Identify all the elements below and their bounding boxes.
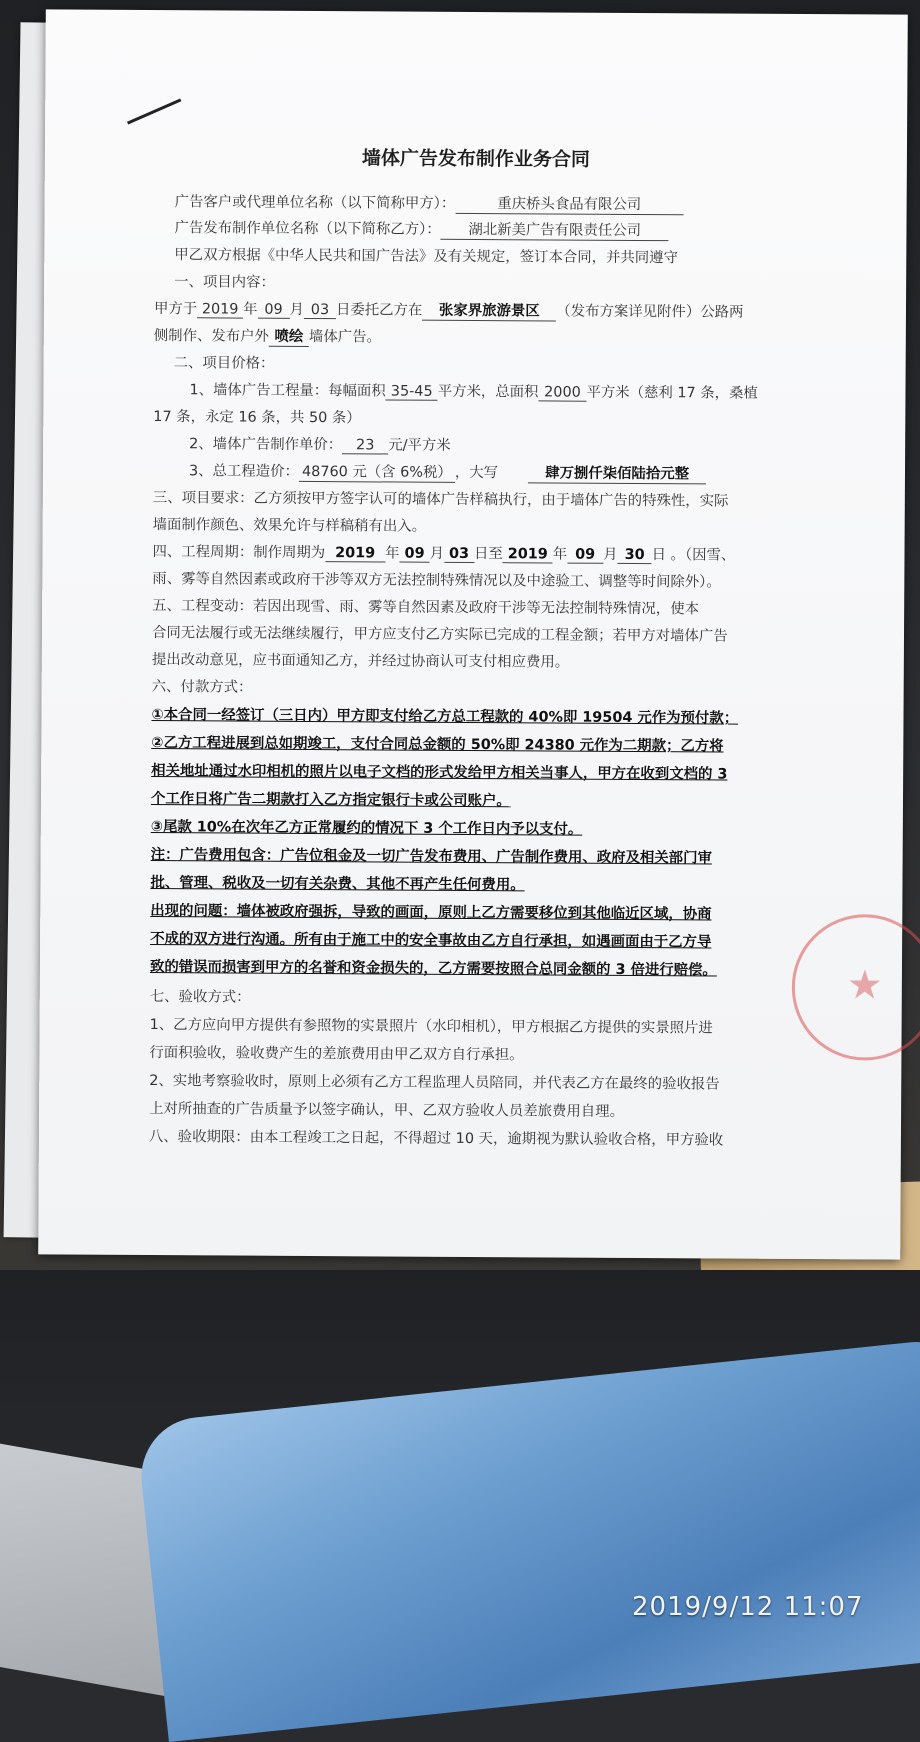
period-start-year: 2019 [325,545,385,562]
issue-line-1: 出现的问题：墙体被政府强拆，导致的画面，原则上乙方需要移位到其他临近区域，协商 [150,903,712,923]
client-line [175,190,684,215]
photo-timestamp: 2019/9/12 11:07 [632,1592,864,1622]
start-year: 2019 [197,301,243,318]
payment-2-line-1: ②乙方工程进展到总如期竣工，支付合同总金额的 50%即 24380 元作为二期款；乙方将 [151,735,724,755]
client-label: 广告客户或代理单位名称（以下简称甲方）： [174,194,456,212]
issue-line-2: 不成的双方进行沟通。所有由于施工中的安全事故由乙方自行承担，如遇画面由于乙方导 [150,931,712,951]
start-month: 09 [258,302,290,319]
text-fragment: 月 [603,546,618,563]
section-4-line-2: 雨、雾等自然因素或政府干涉等双方无法控制特殊情况以及中途验工、调整等时间除外）。 [152,571,721,591]
section-1-title: 一、项目内容： [174,274,275,291]
text-fragment: 日至 [473,546,503,563]
total-area-field: 2000 [538,384,586,401]
text-fragment: 侧制作、发布户外 [153,328,270,345]
section-2-line-4 [189,459,706,484]
contract-title: 墙体广告发布制作业务合同 [361,147,590,171]
agency-label: 广告发布制作单位名称（以下简称乙方）： [174,220,441,238]
period-end-year: 2019 [503,546,553,563]
section-2-line-1 [189,378,757,402]
payment-3: ③尾款 10%在次年乙方正常履约的情况下 3 个工作日内予以支付。 [150,819,583,838]
period-start-month: 09 [400,546,430,563]
text-fragment: 1、墙体广告工程量：每幅面积 [189,382,386,400]
period-end-day: 30 [618,547,652,564]
agency-name: 湖北新美广告有限责任公司 [441,218,669,241]
section-2-title: 二、项目价格： [173,355,275,372]
note-line-2: 批、管理、税收及一切有关杂费、其他不再产生任何费用。 [150,875,525,894]
unit-price-field: 23 [342,437,388,454]
section-3-line-2: 墙面制作颜色、效果允许与样稿稍有出入。 [152,517,427,535]
section-5-line-3: 提出改动意见，应书面通知乙方，并经过协商认可支付相应费用。 [151,652,570,671]
text-fragment: 四、工程周期：制作周期为 [152,544,326,562]
text-fragment: ，大写 [454,464,499,482]
text-fragment: 平方米（慈利 17 条，桑植 [586,384,758,402]
section-7-line-3: 2、实地考察验收时，原则上必须有乙方工程监理人员陪同，并代表乙方在最终的验收报告 [149,1073,720,1093]
location-field: 张家界旅游景区 [422,299,556,322]
payment-1: ①本合同一经签订（三日内）甲方即支付给乙方总工程款的 40%即 19504 元作为预付款； [151,707,739,727]
seal-star-icon: ★ [846,962,883,1009]
issue-line-3: 致的错误而损害到甲方的名誉和资金损失的，乙方需要按照合总同金额的 3 倍进行赔偿。 [149,959,717,979]
client-name: 重庆桥头食品有限公司 [455,192,683,215]
text-fragment: 月 [289,301,305,318]
text-fragment: 元/平方米 [388,437,451,454]
section-8-line-1: 八、验收期限：由本工程竣工之日起，不得超过 10 天，逾期视为默认验收合格，甲方验收 [148,1129,724,1149]
section-7-line-4: 上对所抽查的广告质量予以签字确认，甲、乙双方验收人员差旅费用自理。 [149,1101,625,1120]
section-1-line-1 [154,297,744,323]
text-fragment: 年 [385,545,400,562]
text-fragment: 年 [243,301,258,318]
text-fragment: （发布方案详见附件）公路两 [556,303,744,321]
pen-stroke [127,99,181,125]
unit-area-field: 35-45 [386,383,438,400]
period-end-month: 09 [567,547,603,564]
text-fragment: 平方米，总面积 [437,383,539,401]
start-day: 03 [304,302,336,319]
section-7-title: 七、验收方式： [149,989,251,1006]
section-5-line-2: 合同无法履行或无法继续履行，甲方应支付乙方实际已完成的工程金额；若甲方对墙体广告 [151,625,728,645]
text-fragment: 2、墙体广告制作单价： [189,436,343,454]
contract-sheet [38,9,908,1259]
text-fragment: 日委托乙方在 [335,302,423,319]
section-2-line-3 [189,432,451,455]
text-fragment: 甲方于 [153,301,198,318]
ad-type-field: 喷绘 [269,325,309,347]
payment-2-line-3: 个工作日将广告二期款打入乙方指定银行卡或公司账户。 [150,791,511,810]
note-line-1: 注：广告费用包含：广告位租金及一切广告发布费用、广告制作费用、政府及相关部门审 [150,847,712,867]
period-start-day: 03 [444,546,474,563]
agency-line [174,216,668,241]
text-fragment: 月 [429,545,445,562]
text-fragment: 日 。（因雪、 [651,547,736,564]
section-7-line-1: 1、乙方应向甲方提供有参照物的实景照片（水印相机），甲方根据乙方提供的实景照片进 [149,1017,713,1037]
contract-basis: 甲乙双方根据《中华人民共和国广告法》及有关规定，签订本合同，并共同遵守 [174,247,679,267]
total-price-field: 48760 元（含 6%税） [299,460,455,483]
text-fragment: 墙体广告。 [308,328,381,346]
section-3-line-1: 三、项目要求：乙方须按甲方签字认可的墙体广告样稿执行，由于墙体广告的特殊性，实际 [152,490,729,510]
section-1-line-2 [154,324,381,347]
section-4-line-1 [152,540,735,565]
total-price-upper-field: 肆万捌仟柒佰陆拾元整 [528,461,706,484]
section-7-line-2: 行面积验收，验收费产生的差旅费用由甲乙双方自行承担。 [149,1045,524,1064]
company-seal-icon [791,914,920,1061]
section-2-line-2: 17 条，永定 16 条，共 50 条） [153,409,361,427]
section-6-title: 六、付款方式： [151,679,253,696]
text-fragment: 年 [552,546,568,563]
payment-2-line-2: 相关地址通过水印相机的照片以电子文档的形式发给甲方相关当事人，甲方在收到文档的 3 [151,763,728,783]
section-5-line-1: 五、工程变动：若因出现雪、雨、雾等自然因素及政府干涉等无法控制特殊情况，使本 [152,598,700,618]
text-fragment: 3、总工程造价： [188,463,299,480]
